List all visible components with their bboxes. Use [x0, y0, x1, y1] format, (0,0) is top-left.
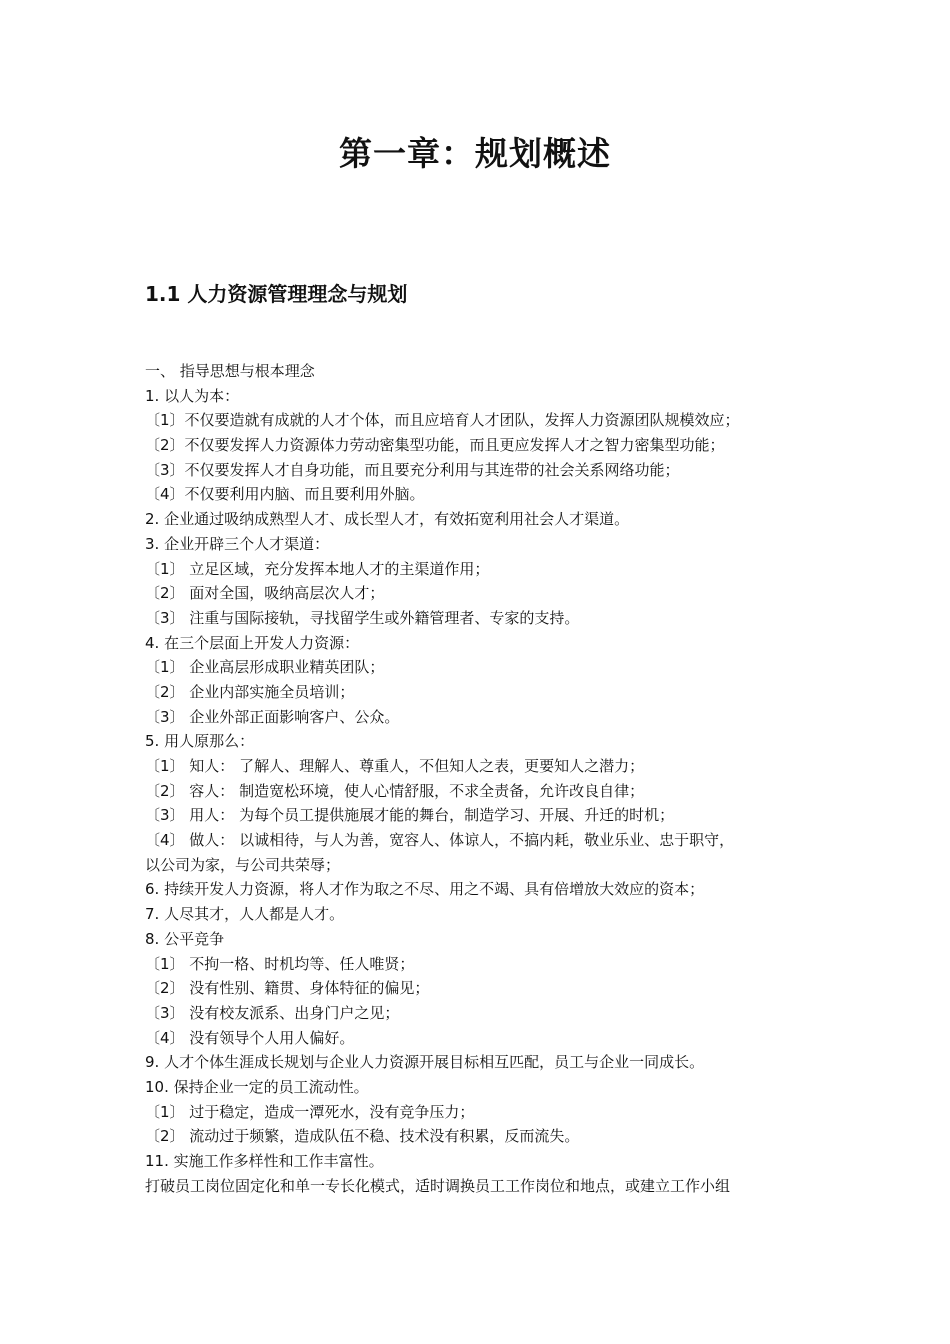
body-line: 〔1〕不仅要造就有成就的人才个体，而且应培育人才团队，发挥人力资源团队规模效应； — [145, 411, 740, 430]
body-line: 〔3〕 注重与国际接轨，寻找留学生或外籍管理者、专家的支持。 — [145, 608, 580, 627]
body-line: 1. 以人为本： — [145, 386, 240, 405]
body-line: 〔2〕不仅要发挥人力资源体力劳动密集型功能，而且更应发挥人才之智力密集型功能； — [145, 436, 725, 455]
body-line: 〔1〕 知人： 了解人、理解人、尊重人，不但知人之表，更要知人之潜力； — [145, 757, 645, 775]
section-title: 1.1 人力资源管理理念与规划 — [145, 282, 408, 306]
body-line: 4. 在三个层面上开发人力资源： — [145, 633, 360, 652]
body-line: 一、 指导思想与根本理念 — [145, 362, 315, 380]
body-line: 以公司为家，与公司共荣辱； — [145, 855, 341, 874]
body-line: 6. 持续开发人力资源，将人才作为取之不尽、用之不竭、具有倍增放大效应的资本； — [145, 880, 705, 899]
body-line: 〔3〕 没有校友派系、出身门户之见； — [145, 1003, 400, 1022]
body-line: 9. 人才个体生涯成长规划与企业人力资源开展目标相互匹配，员工与企业一同成长。 — [145, 1053, 705, 1072]
body-line: 〔1〕 企业高层形成职业精英团队； — [145, 658, 385, 677]
body-line: 5. 用人原那么： — [145, 732, 255, 751]
body-line: 〔1〕 不拘一格、时机均等、任人唯贤； — [145, 954, 415, 973]
body-line: 〔2〕 企业内部实施全员培训； — [145, 682, 355, 701]
body-line: 10. 保持企业一定的员工流动性。 — [145, 1077, 369, 1096]
body-line: 〔2〕 流动过于频繁，造成队伍不稳、技术没有积累，反而流失。 — [145, 1127, 580, 1146]
body-text — [145, 359, 825, 1198]
body-line: 11. 实施工作多样性和工作丰富性。 — [145, 1152, 384, 1170]
body-line: 〔2〕 容人： 制造宽松环境，使人心情舒服，不求全责备，允许改良自律； — [145, 781, 645, 800]
body-line: 〔3〕 用人： 为每个员工提供施展才能的舞台，制造学习、开展、升迁的时机； — [145, 806, 675, 825]
body-line: 打破员工岗位固定化和单一专长化模式，适时调换员工工作岗位和地点，或建立工作小组 — [145, 1176, 731, 1195]
body-line: 〔2〕 没有性别、籍贯、身体特征的偏见； — [145, 979, 430, 998]
body-line: 〔1〕 立足区域，充分发挥本地人才的主渠道作用； — [145, 559, 490, 578]
body-line: 2. 企业通过吸纳成熟型人才、成长型人才，有效拓宽利用社会人才渠道。 — [145, 510, 630, 529]
body-line: 7. 人尽其才，人人都是人才。 — [145, 905, 345, 924]
body-line: 〔3〕不仅要发挥人才自身功能，而且要充分利用与其连带的社会关系网络功能； — [145, 460, 680, 479]
body-line: 8. 公平竞争 — [145, 929, 225, 948]
chapter-title: 第一章：规划概述 — [339, 134, 611, 173]
body-line: 〔4〕不仅要利用内脑、而且要利用外脑。 — [145, 485, 425, 504]
body-line: 3. 企业开辟三个人才渠道： — [145, 534, 330, 553]
body-line: 〔4〕 做人： 以诚相待，与人为善，宽容人、体谅人，不搞内耗，敬业乐业、忠于职守， — [145, 831, 735, 850]
body-line: 〔1〕 过于稳定，造成一潭死水，没有竞争压力； — [145, 1102, 475, 1121]
body-line: 〔4〕 没有领导个人用人偏好。 — [145, 1028, 355, 1047]
body-line: 〔3〕 企业外部正面影响客户、公众。 — [145, 707, 400, 726]
body-line: 〔2〕 面对全国，吸纳高层次人才； — [145, 584, 385, 603]
